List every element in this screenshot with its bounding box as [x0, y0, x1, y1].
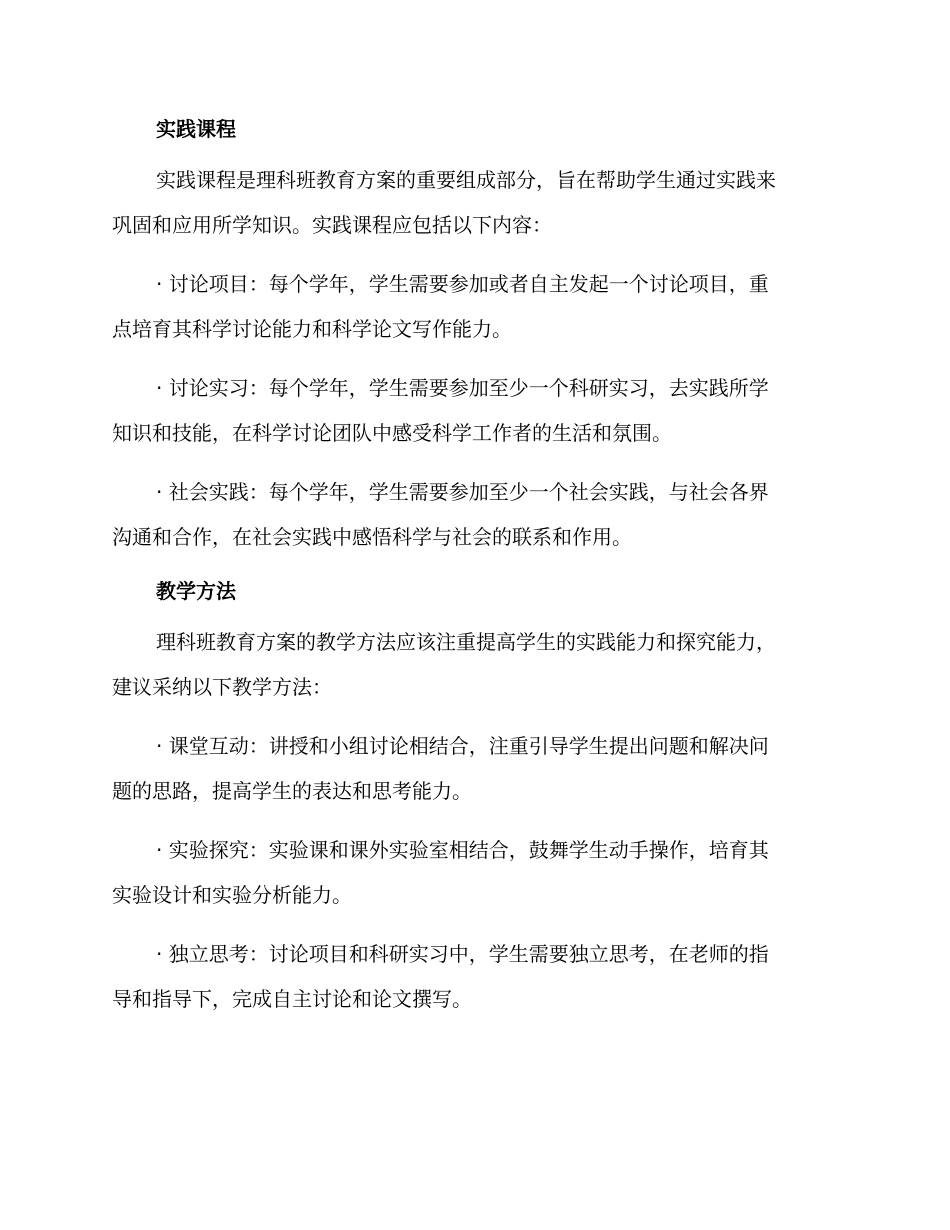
bullet-social-practice	[112, 470, 838, 560]
bullet-experiment-inquiry	[112, 828, 838, 918]
text-line: 理科班教育方案的教学方法应该注重提高学生的实践能力和探究能力，	[156, 630, 776, 654]
text-line: · 实验探究：实验课和课外实验室相结合，鼓舞学生动手操作，培育其	[156, 838, 769, 862]
text-line: 实践课程是理科班教育方案的重要组成部分，旨在帮助学生通过实践来	[156, 168, 776, 192]
text-line: · 讨论项目：每个学年，学生需要参加或者自主发起一个讨论项目，重	[156, 272, 769, 296]
text-line: · 讨论实习：每个学年，学生需要参加至少一个科研实习，去实践所学	[156, 376, 769, 400]
section-heading-teaching-methods: 教学方法	[156, 579, 236, 603]
bullet-discussion-internship	[112, 366, 838, 456]
text-line: 建议采纳以下教学方法：	[112, 675, 332, 699]
section-heading-practice-course: 实践课程	[156, 117, 236, 141]
bullet-discussion-project	[112, 262, 838, 352]
text-line: · 社会实践：每个学年，学生需要参加至少一个社会实践，与社会各界	[156, 480, 769, 504]
text-line: 巩固和应用所学知识。实践课程应包括以下内容：	[112, 213, 552, 237]
text-line: 题的思路，提高学生的表达和思考能力。	[112, 779, 472, 803]
paragraph-intro-methods	[112, 620, 838, 710]
bullet-classroom-interaction	[112, 724, 838, 814]
text-line: 知识和技能，在科学讨论团队中感受科学工作者的生活和氛围。	[112, 421, 672, 445]
text-line: 实验设计和实验分析能力。	[112, 883, 352, 907]
text-line: 沟通和合作，在社会实践中感悟科学与社会的联系和作用。	[112, 525, 632, 549]
text-line: 导和指导下，完成自主讨论和论文撰写。	[112, 987, 472, 1011]
text-line: 点培育其科学讨论能力和科学论文写作能力。	[112, 317, 512, 341]
text-line: · 独立思考：讨论项目和科研实习中，学生需要独立思考，在老师的指	[156, 942, 769, 966]
bullet-independent-thinking	[112, 932, 838, 1022]
paragraph-intro-practice	[112, 158, 838, 248]
text-line: · 课堂互动：讲授和小组讨论相结合，注重引导学生提出问题和解决问	[156, 734, 769, 758]
